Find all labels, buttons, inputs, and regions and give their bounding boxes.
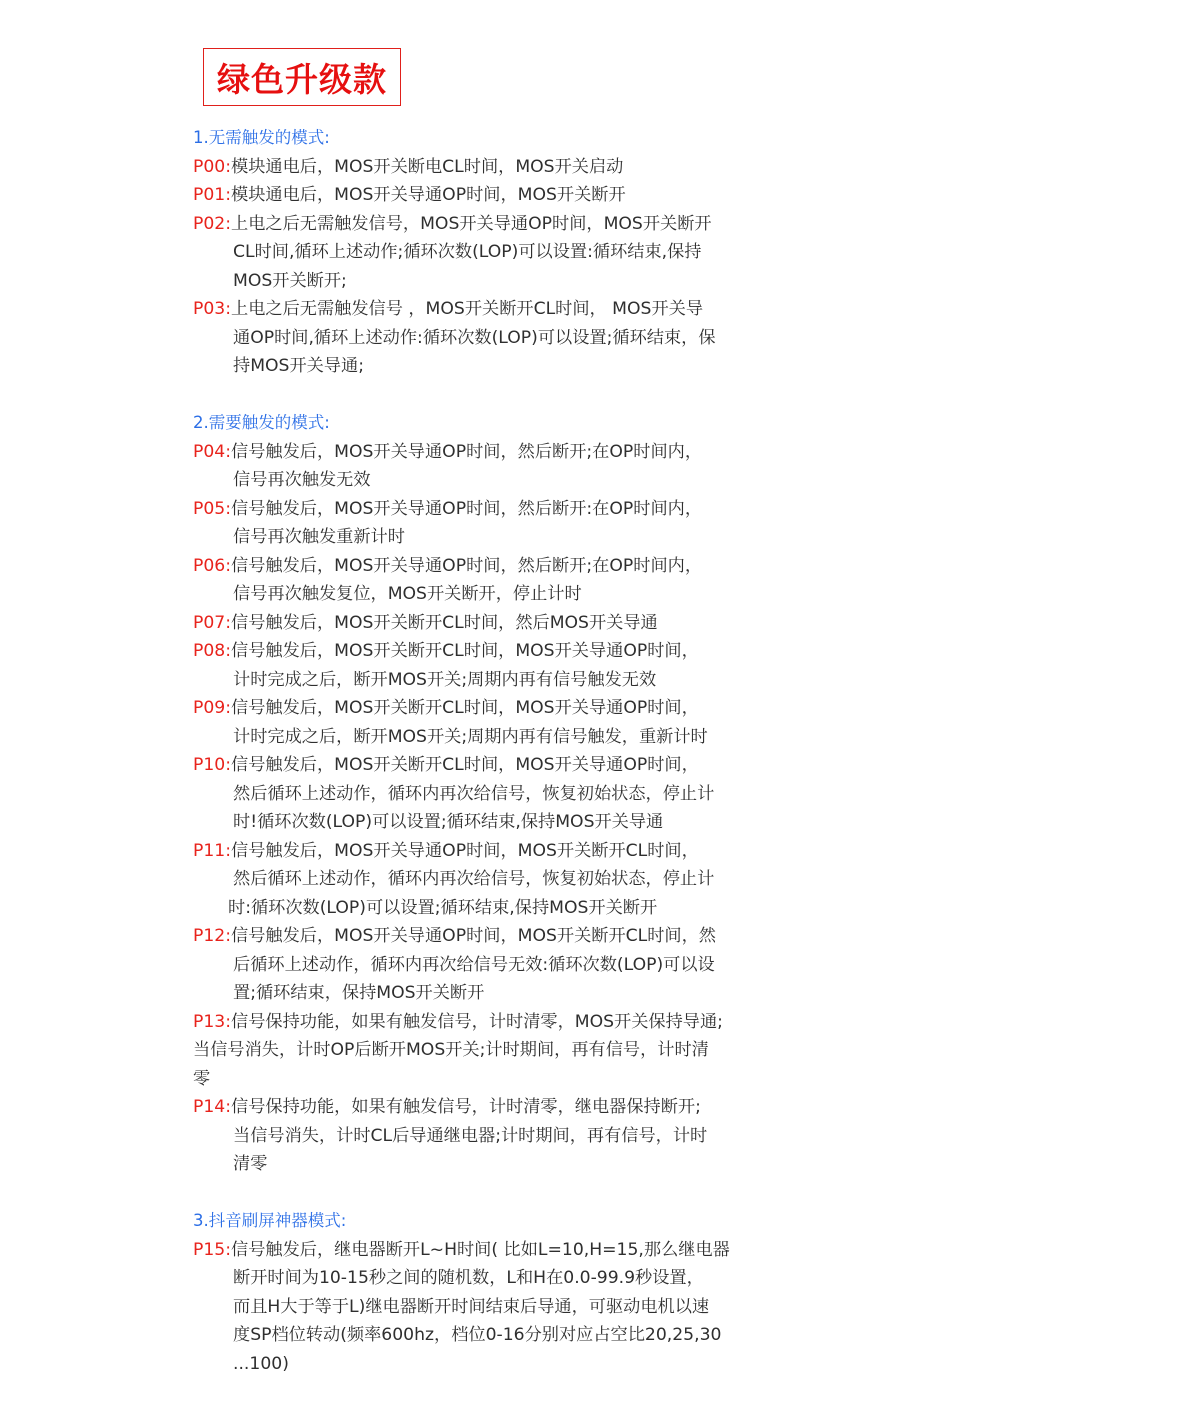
mode-description: 断开时间为10-15秒之间的随机数，L和H在0.0-99.9秒设置， bbox=[233, 1268, 704, 1288]
title-box bbox=[203, 48, 401, 106]
mode-description: 计时完成之后，断开MOS开关;周期内再有信号触发，重新计时 bbox=[233, 726, 708, 747]
mode-description: 信号再次触发无效 bbox=[233, 470, 371, 490]
mode-code: P07: bbox=[193, 612, 232, 633]
mode-description: 上电之后无需触发信号 ，MOS开关断开CL时间， MOS开关导 bbox=[231, 299, 704, 319]
mode-description: 信号再次触发复位，MOS开关断开，停止计时 bbox=[233, 584, 582, 604]
mode-description: 模块通电后，MOS开关断电CL时间，MOS开关启动 bbox=[231, 156, 624, 177]
page-title: 绿色升级款 bbox=[217, 59, 387, 99]
mode-description: 后循环上述动作，循环内再次给信号无效:循环次数(LOP)可以设 bbox=[233, 954, 715, 975]
mode-description: 信号触发后，继电器断开L~H时间( 比如L=10,H=15,那么继电器 bbox=[231, 1239, 730, 1260]
section-douyin-mode bbox=[193, 1207, 753, 1378]
mode-code: P03: bbox=[193, 299, 232, 319]
mode-description: 信号再次触发重新计时 bbox=[233, 527, 405, 547]
mode-description: 信号触发后，MOS开关导通OP时间，MOS开关断开CL时间， bbox=[231, 840, 699, 861]
mode-description: 信号触发后，MOS开关断开CL时间，MOS开关导通OP时间， bbox=[231, 755, 699, 775]
mode-description: 置;循环结束，保持MOS开关断开 bbox=[233, 983, 485, 1003]
mode-entry-p07 bbox=[193, 609, 753, 638]
section-no-trigger bbox=[193, 124, 753, 381]
mode-code: P05: bbox=[193, 498, 232, 519]
mode-description: 度SP档位转动(频率600hz，档位0-16分别对应占空比20,25,30 bbox=[233, 1325, 722, 1345]
mode-entry-p12 bbox=[193, 922, 753, 1008]
mode-description: 信号触发后，MOS开关导通OP时间，然后断开;在OP时间内， bbox=[231, 555, 703, 576]
section-heading: 1.无需触发的模式: bbox=[193, 128, 330, 147]
mode-description: 计时完成之后，断开MOS开关;周期内再有信号触发无效 bbox=[233, 669, 657, 690]
mode-code: P04: bbox=[193, 441, 232, 462]
mode-code: P10: bbox=[193, 755, 232, 775]
section-heading: 2.需要触发的模式: bbox=[193, 413, 330, 432]
mode-entry-p00 bbox=[193, 153, 753, 182]
mode-code: P01: bbox=[193, 185, 232, 205]
mode-code: P06: bbox=[193, 555, 232, 576]
mode-description: 清零 bbox=[233, 1154, 268, 1174]
mode-entry-p03 bbox=[193, 295, 753, 381]
mode-code: P12: bbox=[193, 926, 232, 946]
mode-description: 信号保持功能，如果有触发信号，计时清零，MOS开关保持导通; bbox=[231, 1011, 723, 1032]
mode-code: P08: bbox=[193, 641, 232, 661]
mode-description: 上电之后无需触发信号，MOS开关导通OP时间，MOS开关断开 bbox=[231, 213, 712, 234]
mode-description: 模块通电后，MOS开关导通OP时间，MOS开关断开 bbox=[231, 185, 626, 205]
mode-entry-p14 bbox=[193, 1093, 753, 1179]
mode-description: MOS开关断开; bbox=[233, 270, 347, 291]
mode-description: CL时间,循环上述动作;循环次数(LOP)可以设置:循环结束,保持 bbox=[233, 242, 702, 262]
mode-entry-p11 bbox=[193, 837, 753, 923]
section-heading: 3.抖音刷屏神器模式: bbox=[193, 1211, 347, 1230]
mode-code: P09: bbox=[193, 698, 232, 718]
mode-code: P15: bbox=[193, 1239, 232, 1260]
mode-entry-p04 bbox=[193, 438, 753, 495]
mode-entry-p13 bbox=[193, 1008, 753, 1094]
mode-description: 然后循环上述动作，循环内再次给信号，恢复初始状态，停止计 bbox=[233, 783, 715, 804]
mode-description: 时!循环次数(LOP)可以设置;循环结束,保持MOS开关导通 bbox=[233, 812, 664, 832]
mode-entry-p10 bbox=[193, 751, 753, 837]
mode-entry-p08 bbox=[193, 637, 753, 694]
mode-description: 信号触发后，MOS开关断开CL时间，MOS开关导通OP时间， bbox=[231, 698, 699, 718]
mode-description: 信号保持功能，如果有触发信号，计时清零，继电器保持断开; bbox=[231, 1097, 701, 1117]
mode-description: ...100) bbox=[233, 1353, 289, 1374]
mode-code: P11: bbox=[193, 840, 232, 861]
mode-entry-p06 bbox=[193, 552, 753, 609]
mode-description: 当信号消失，计时CL后导通继电器;计时期间，再有信号，计时 bbox=[233, 1125, 708, 1146]
mode-entry-p01 bbox=[193, 181, 753, 210]
mode-list bbox=[193, 124, 753, 1378]
mode-entry-p05 bbox=[193, 495, 753, 552]
mode-description: 信号触发后，MOS开关导通OP时间，然后断开:在OP时间内， bbox=[231, 498, 703, 519]
mode-description: 时:循环次数(LOP)可以设置;循环结束,保持MOS开关断开 bbox=[228, 897, 658, 918]
mode-code: P14: bbox=[193, 1097, 232, 1117]
mode-description: 然后循环上述动作，循环内再次给信号，恢复初始状态，停止计 bbox=[233, 869, 715, 889]
mode-description: 当信号消失，计时OP后断开MOS开关;计时期间，再有信号，计时清 bbox=[193, 1040, 709, 1060]
mode-entry-p09 bbox=[193, 694, 753, 751]
mode-description: 持MOS开关导通; bbox=[233, 356, 364, 376]
mode-description: 零 bbox=[193, 1068, 211, 1089]
mode-entry-p15 bbox=[193, 1236, 753, 1379]
mode-code: P00: bbox=[193, 156, 232, 177]
mode-description: 信号触发后，MOS开关断开CL时间，MOS开关导通OP时间， bbox=[231, 641, 699, 661]
mode-description: 而且H大于等于L)继电器断开时间结束后导通，可驱动电机以速 bbox=[233, 1296, 710, 1317]
mode-code: P02: bbox=[193, 213, 232, 234]
mode-description: 信号触发后，MOS开关导通OP时间，然后断开;在OP时间内， bbox=[231, 441, 703, 462]
mode-code: P13: bbox=[193, 1011, 232, 1032]
mode-entry-p02 bbox=[193, 210, 753, 296]
section-trigger-required bbox=[193, 409, 753, 1179]
mode-description: 信号触发后，MOS开关导通OP时间，MOS开关断开CL时间，然 bbox=[231, 926, 716, 946]
mode-description: 通OP时间,循环上述动作:循环次数(LOP)可以设置;循环结束，保 bbox=[233, 327, 716, 348]
mode-description: 信号触发后，MOS开关断开CL时间，然后MOS开关导通 bbox=[231, 612, 658, 633]
